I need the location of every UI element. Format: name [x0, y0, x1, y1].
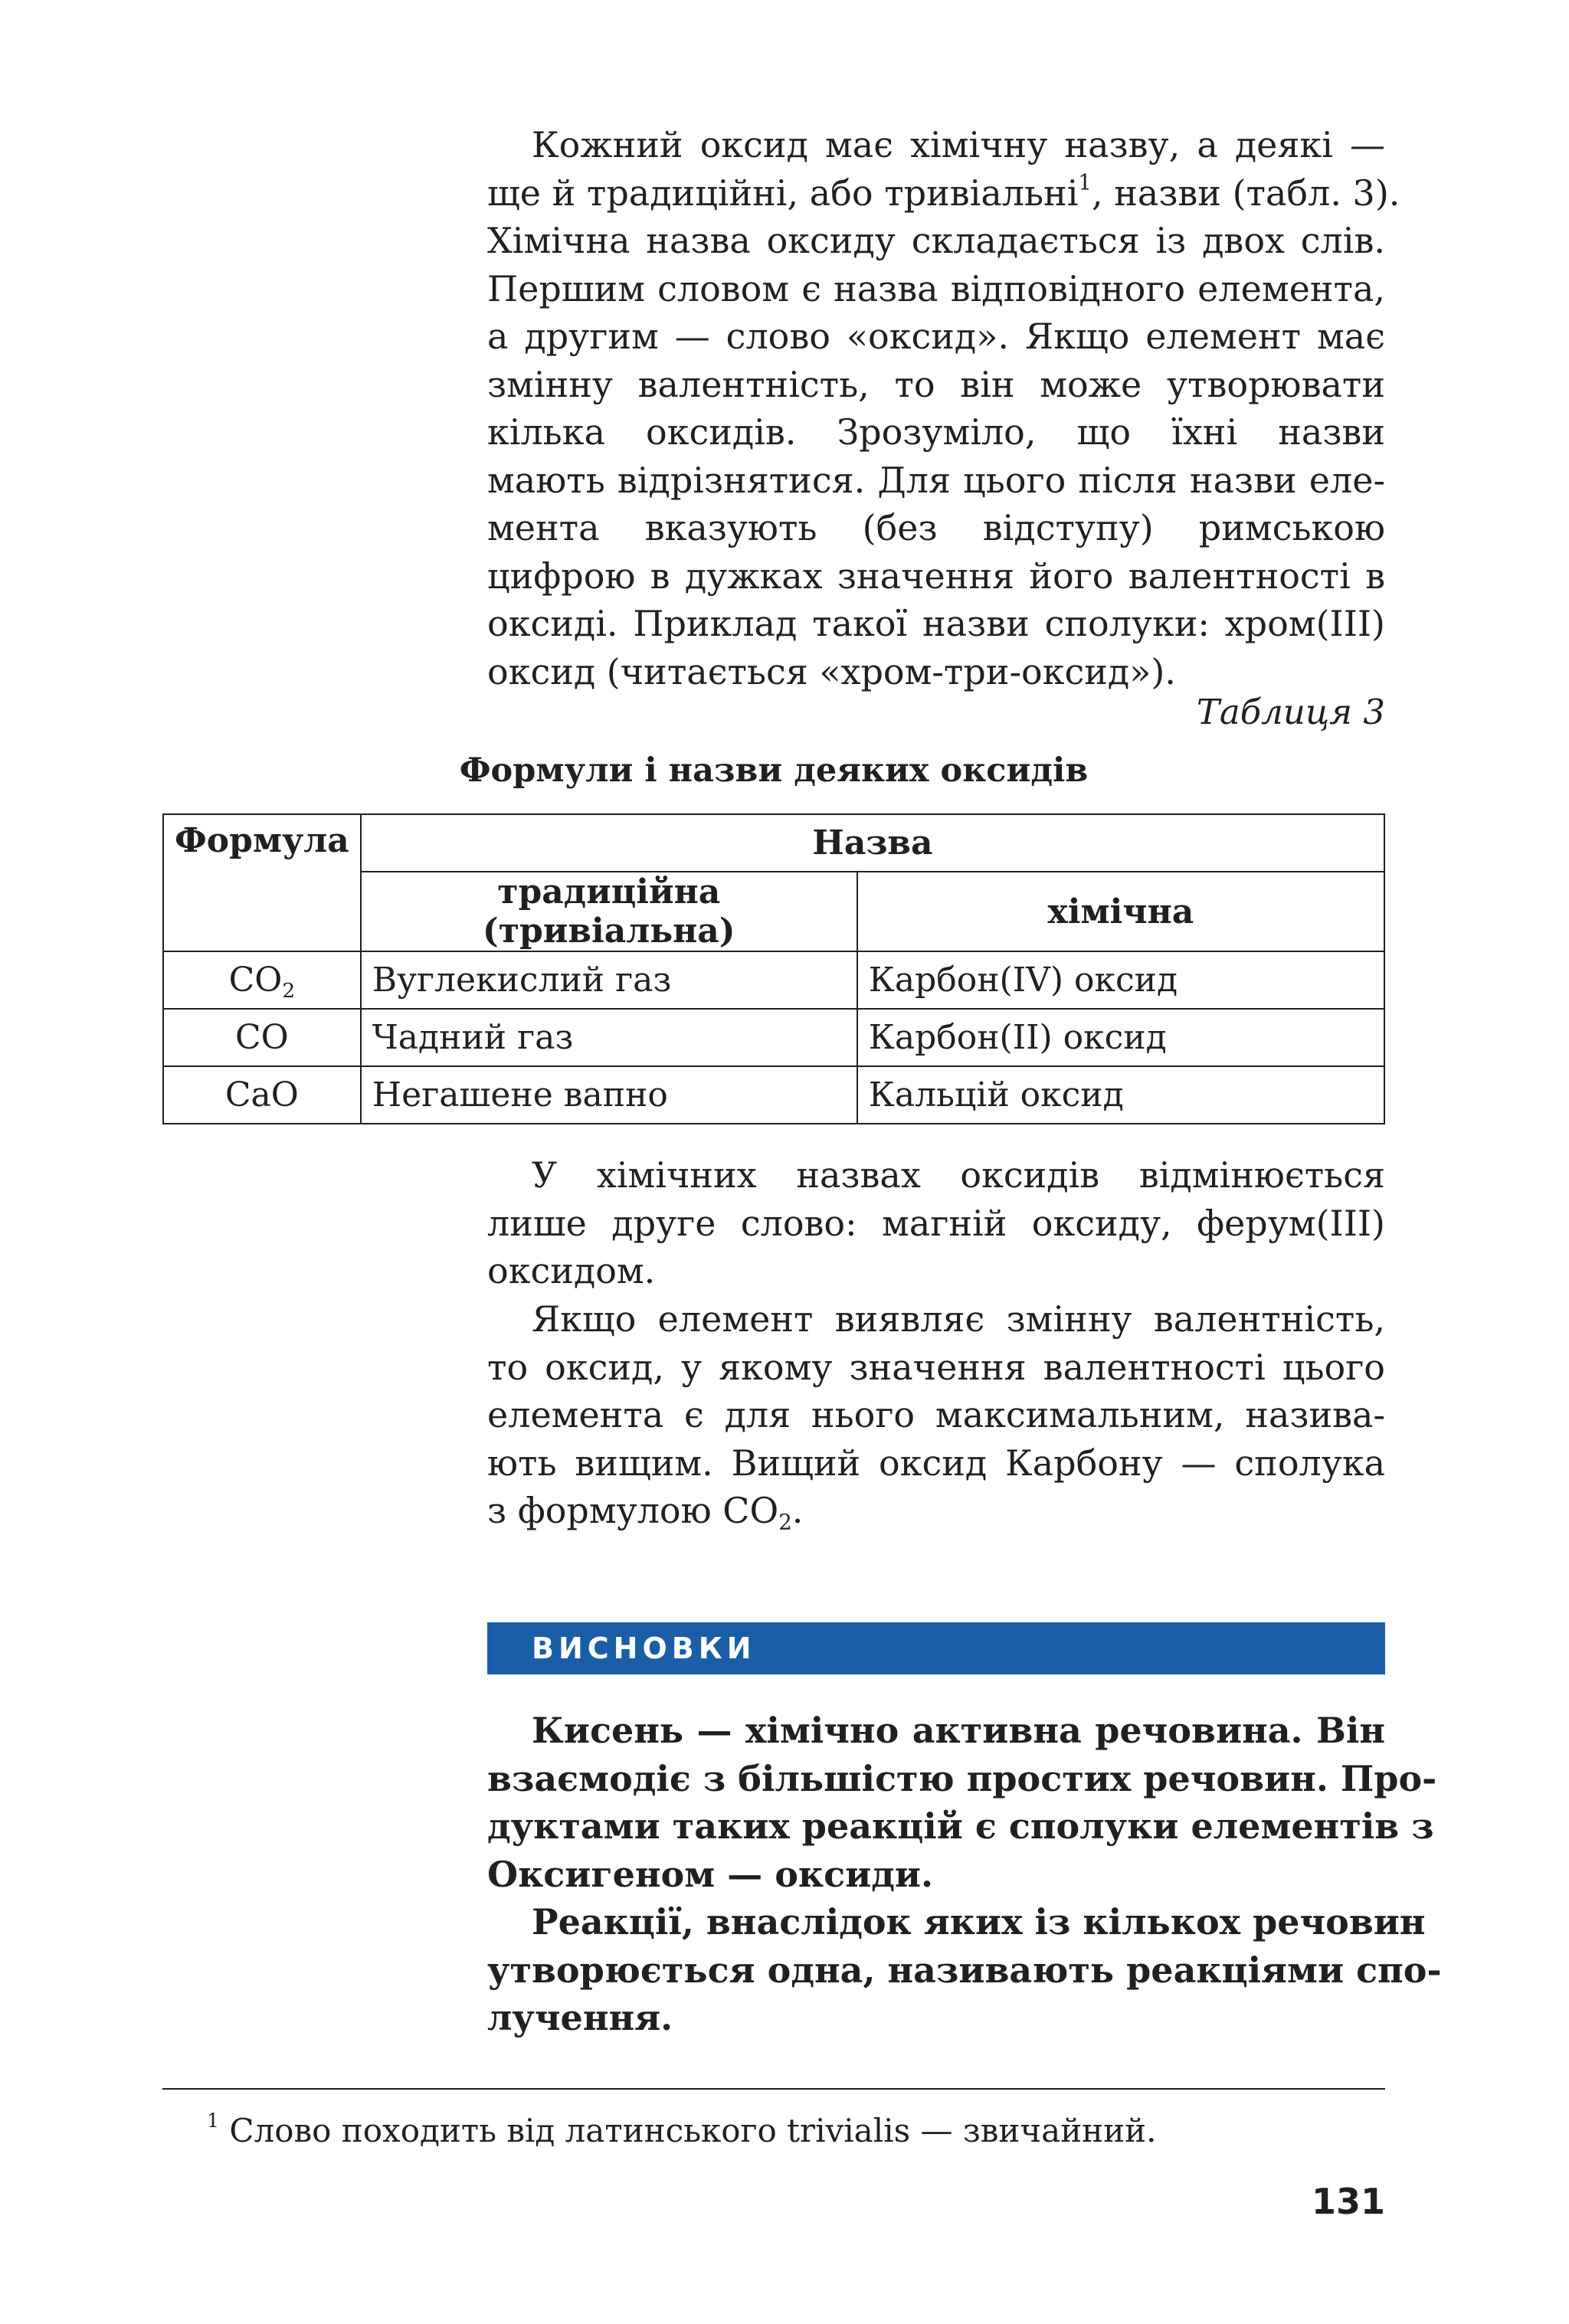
text-line: утворюється одна, називають реакціями спо- — [487, 1949, 1442, 1991]
footnote — [207, 2108, 1157, 2154]
conclusion-paragraph-2 — [487, 1898, 1442, 2042]
text-line: цифрою в дужках значення його валентності в — [487, 555, 1385, 597]
chemical-name-cell: Карбон(IV) оксид — [857, 951, 1384, 1009]
text-line: лучення. — [487, 1997, 673, 2038]
formula-cell: $CO_2$ — [163, 951, 361, 1009]
table-caption: Таблиця 3 — [1196, 692, 1385, 732]
footnote-ref[interactable]: 1 — [1078, 169, 1092, 195]
text-line: з формулою $CO_2$. — [487, 1490, 804, 1535]
text-line: взаємодіє з більшістю простих речовин. Про- — [487, 1757, 1437, 1799]
chemical-name-cell: Кальцій оксид — [857, 1066, 1384, 1124]
traditional-name-cell: Негашене вапно — [361, 1066, 857, 1124]
header-traditional: традиційна (тривіальна) — [361, 872, 857, 951]
text-line: Хімічна назва оксиду складається із двох слів. — [487, 220, 1385, 261]
text-line: мента вказують (без відступу) римською — [487, 507, 1385, 548]
table-row — [163, 1066, 1384, 1124]
text-line: ще й традиційні, або тривіальні$^1$, назви (табл. 3). — [487, 169, 1400, 214]
text-line: Якщо елемент виявляє змінну валентність, — [532, 1298, 1385, 1340]
text-line: кілька оксидів. Зрозуміло, що їхні назви — [487, 411, 1385, 453]
text-line: а другим — слово «оксид». Якщо елемент має — [487, 316, 1385, 357]
footnote-text: Слово походить від латинського trivialis — звичайний. — [229, 2112, 1157, 2149]
text-line: оксидом. — [487, 1250, 656, 1291]
text-line: змінну валентність, то він може утворювати — [487, 363, 1385, 405]
higher-oxide-paragraph — [487, 1295, 1385, 1535]
text-line: мають відрізнятися. Для цього після назви еле- — [487, 459, 1385, 501]
text-line: Реакції, внаслідок яких із кількох речовин — [532, 1901, 1426, 1943]
footnote-divider — [162, 2088, 1385, 2090]
oxides-table — [162, 813, 1385, 1124]
text-line: лише друге слово: магній оксиду, ферум(III) — [487, 1202, 1385, 1244]
declension-paragraph — [487, 1151, 1385, 1295]
header-formula: Формула — [163, 814, 361, 951]
traditional-name-cell: Чадний газ — [361, 1009, 857, 1066]
text-line: оксиді. Приклад такої назви сполуки: хром(III) — [487, 603, 1385, 644]
text-line: Кожний оксид має хімічну назву, а деякі — — [532, 124, 1385, 165]
text-line: елемента є для нього максимальним, назива- — [487, 1394, 1385, 1435]
text-line: ють вищим. Вищий оксид Карбону — сполука — [487, 1442, 1385, 1484]
chemical-name-cell: Карбон(II) оксид — [857, 1009, 1384, 1066]
table-title: Формули і назви деяких оксидів — [459, 751, 1089, 790]
intro-paragraph — [487, 121, 1400, 696]
text-line: Першим словом є назва відповідного елемента, — [487, 267, 1385, 309]
text-line: то оксид, у якому значення валентності цього — [487, 1346, 1385, 1388]
footnote-marker: 1 — [207, 2110, 220, 2133]
text-line: У хімічних назвах оксидів відмінюється — [532, 1154, 1385, 1196]
header-chemical: хімічна — [857, 872, 1384, 951]
text-line: Оксигеном — оксиди. — [487, 1853, 934, 1895]
header-name: Назва — [361, 814, 1384, 872]
table-row — [163, 951, 1384, 1009]
formula-cell: CaO — [163, 1066, 361, 1124]
table-row — [163, 1009, 1384, 1066]
formula-cell: CO — [163, 1009, 361, 1066]
conclusions-heading: ВИСНОВКИ — [487, 1622, 1385, 1674]
conclusion-paragraph-1 — [487, 1707, 1437, 1898]
text-line: дуктами таких реакцій є сполуки елементів з — [487, 1805, 1434, 1847]
text-line: оксид (читається «хром-три-оксид»). — [487, 650, 1176, 692]
traditional-name-cell: Вуглекислий газ — [361, 951, 857, 1009]
page-number: 131 — [1311, 2181, 1385, 2222]
table-header-row — [163, 814, 1384, 872]
text-line: Кисень — хімічно активна речовина. Він — [532, 1710, 1385, 1751]
